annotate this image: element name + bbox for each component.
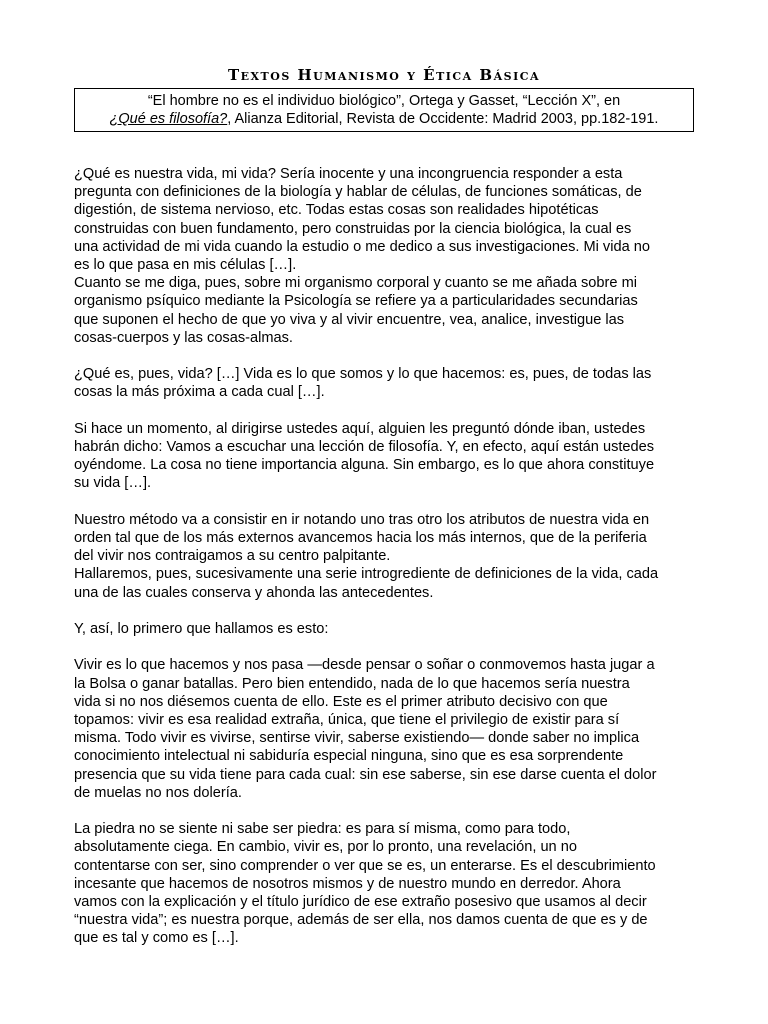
paragraph bbox=[74, 365, 700, 401]
text-line: una actividad de mi vida cuando la estudio o me dedico a sus investigaciones. Mi vida no bbox=[74, 238, 650, 255]
paragraph bbox=[74, 820, 700, 947]
text-line: oyéndome. La cosa no tiene importancia alguna. Sin embargo, es lo que ahora constituye bbox=[74, 457, 655, 474]
citation-publisher: , Alianza Editorial, Revista de Occidente: Madrid 2003, pp.182-191. bbox=[227, 111, 659, 127]
text-line: pregunta con definiciones de la biología y hablar de células, de funciones somáticas, de bbox=[74, 184, 642, 201]
paragraph bbox=[74, 620, 700, 638]
text-line: Nuestro método va a consistir en ir notando uno tras otro los atributos de nuestra vida en bbox=[74, 511, 650, 528]
paragraph bbox=[74, 511, 700, 602]
book-title: ¿Qué es filosofía? bbox=[109, 111, 228, 127]
text-line: Si hace un momento, al dirigirse ustedes aquí, alguien les preguntó dónde iban, ustedes bbox=[74, 420, 646, 437]
text-line: misma. Todo vivir es vivirse, sentirse vivir, saberse existiendo— donde saber no implica bbox=[74, 730, 640, 747]
text-line: contentarse con ser, sino comprender o ver que se es, un enterarse. Es el descubrimiento bbox=[74, 857, 656, 874]
text-line: digestión, de sistema nervioso, etc. Todas estas cosas son realidades hipotéticas bbox=[74, 202, 599, 219]
body-text bbox=[74, 165, 700, 966]
text-line: la Bolsa o ganar batallas. Pero bien entendido, nada de lo que hacemos sería nuestra bbox=[74, 675, 630, 692]
text-line: Cuanto se me diga, pues, sobre mi organismo corporal y cuanto se me añada sobre mi bbox=[74, 275, 637, 292]
text-line: incesante que hacemos de nosotros mismos y de nuestro mundo en derredor. Ahora bbox=[74, 875, 621, 892]
text-line: Hallaremos, pues, sucesivamente una serie introgrediente de definiciones de la vida, cada bbox=[74, 566, 659, 583]
citation-box bbox=[74, 88, 694, 132]
text-line: ¿Qué es nuestra vida, mi vida? Sería inocente y una incongruencia responder a esta bbox=[74, 166, 623, 182]
citation-line-2 bbox=[75, 110, 693, 128]
text-line: “nuestra vida”; es nuestra porque, además de ser ella, nos damos cuenta de que es y de bbox=[74, 912, 648, 929]
text-line: La piedra no se siente ni sabe ser piedra: es para sí misma, como para todo, bbox=[74, 821, 571, 838]
text-line: que suponen el hecho de que yo viva y al vivir encuentre, vea, analice, investigue las bbox=[74, 311, 625, 328]
text-line: de muelas no nos dolería. bbox=[74, 784, 242, 801]
document-title: Textos Humanismo y Ética Básica bbox=[227, 66, 541, 84]
text-line: Y, así, lo primero que hallamos es esto: bbox=[74, 621, 329, 638]
text-line: Vivir es lo que hacemos y nos pasa —desde pensar o soñar o conmovemos hasta jugar a bbox=[74, 657, 655, 674]
text-line: cosas-cuerpos y las cosas-almas. bbox=[74, 329, 293, 346]
text-line: absolutamente ciega. En cambio, vivir es, por lo pronto, una revelación, un no bbox=[74, 839, 577, 856]
text-line: vida si no nos diésemos cuenta de ello. Este es el primer atributo decisivo con que bbox=[74, 693, 608, 710]
text-line: construidas con buen fundamento, pero construidas por la ciencia biológica, la cual es bbox=[74, 220, 632, 237]
text-line: organismo psíquico mediante la Psicología se refiere ya a particularidades secundarias bbox=[74, 293, 638, 310]
text-line: habrán dicho: Vamos a escuchar una lección de filosofía. Y, en efecto, aquí están ustedes bbox=[74, 439, 655, 456]
paragraph bbox=[74, 656, 700, 802]
text-line: su vida […]. bbox=[74, 475, 152, 492]
paragraph bbox=[74, 165, 700, 347]
text-line: conocimiento intelectual ni sabiduría especial ninguna, sino que es esa sorprendente bbox=[74, 748, 624, 765]
text-line: presencia que su vida tiene para cada cual: sin ese saberse, sin ese darse cuenta el dolor bbox=[74, 766, 657, 783]
text-line: orden tal que de los más externos avancemos hacia los más internos, que de la periferia bbox=[74, 530, 647, 547]
text-line: ¿Qué es, pues, vida? […] Vida es lo que somos y lo que hacemos: es, pues, de todas las bbox=[74, 366, 652, 383]
text-line: que es tal y como es […]. bbox=[74, 930, 239, 947]
text-line: del vivir nos contraigamos a su centro palpitante. bbox=[74, 548, 391, 565]
paragraph bbox=[74, 420, 700, 493]
citation-line-1: “El hombre no es el individuo biológico”, Ortega y Gasset, “Lección X”, en bbox=[147, 93, 621, 109]
text-line: es lo que pasa en mis células […]. bbox=[74, 257, 297, 274]
text-line: una de las cuales conserva y ahonda las antecedentes. bbox=[74, 584, 434, 601]
text-line: cosas la más próxima a cada cual […]. bbox=[74, 384, 325, 401]
text-line: vamos con la explicación y el título jurídico de ese extraño posesivo que usamos al decir bbox=[74, 894, 647, 911]
text-line: topamos: vivir es esa realidad extraña, única, que tiene el privilegio de existir para sí bbox=[74, 712, 620, 729]
